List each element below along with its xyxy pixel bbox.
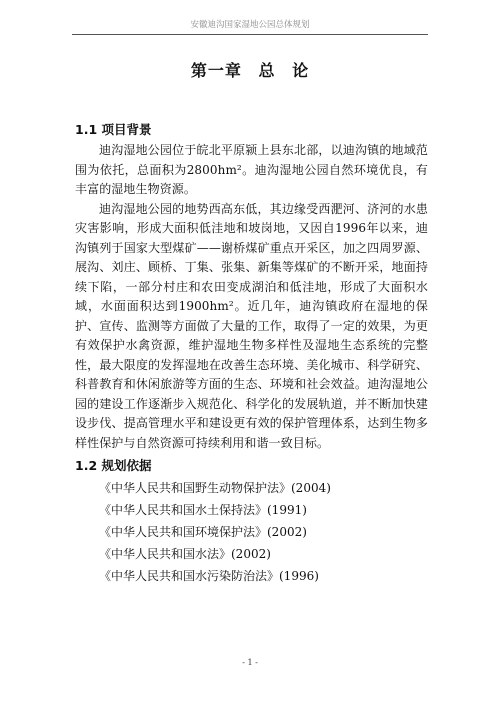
running-header: 安徽迪沟国家湿地公园总体规划	[72, 18, 428, 35]
reference-item: 《中华人民共和国水土保持法》(1991)	[99, 503, 307, 517]
paragraph-background-1: 迪沟湿地公园位于皖北平原颍上县东北部，以迪沟镇的地域范围为依托，总面积为2800hm²。迪沟湿地公园自然环境优良，有丰富的湿地生物资源。	[75, 143, 428, 196]
paragraph-background-2: 迪沟湿地公园的地势西高东低，其边缘受西淝河、济河的水患灾害影响，形成大面积低洼地和坡岗地，又因自1996年以来，迪沟镇列于国家大型煤矿——谢桥煤矿重点开采区，加之四周罗源、展沟、刘庄、顾桥、丁集、张集、新集等煤矿的不断开采，地面持续下陷，一部分村庄和农田变成湖泊和低洼地，形成了大面积水域，水面面积达到1900hm²。近几年，迪沟镇政府在湿地的保护、宣传、监测等方面做了大量的工作，取得了一定的效果，为更有效保护水禽资源，维护湿地生物多样性及湿地生态系统的完整性，最大限度的发挥湿地在改善生态环境、美化城市、科学研究、科普教育和休闲旅游等方面的生态、环境和社会效益。迪沟湿地公园的建设工作逐渐步入规范化、科学化的发展轨道，并不断加快建设步伐、提高管理水平和建设更有效的保护管理体系，达到生物多样性保护与自然资源可持续利用和谐一致目标。	[75, 201, 428, 450]
reference-item: 《中华人民共和国野生动物保护法》(2004)	[99, 481, 331, 495]
reference-item: 《中华人民共和国水法》(2002)	[99, 547, 271, 561]
reference-item: 《中华人民共和国水污染防治法》(1996)	[99, 569, 319, 583]
page-number: - 1 -	[242, 658, 258, 667]
section-heading-1-2: 1.2 规划依据	[75, 458, 152, 473]
chapter-title: 第一章 总 论	[190, 61, 310, 80]
reference-list	[75, 477, 428, 587]
section-heading-1-1: 1.1 项目背景	[75, 122, 152, 137]
reference-item: 《中华人民共和国环境保护法》(2002)	[99, 525, 307, 539]
main-content	[75, 119, 428, 587]
